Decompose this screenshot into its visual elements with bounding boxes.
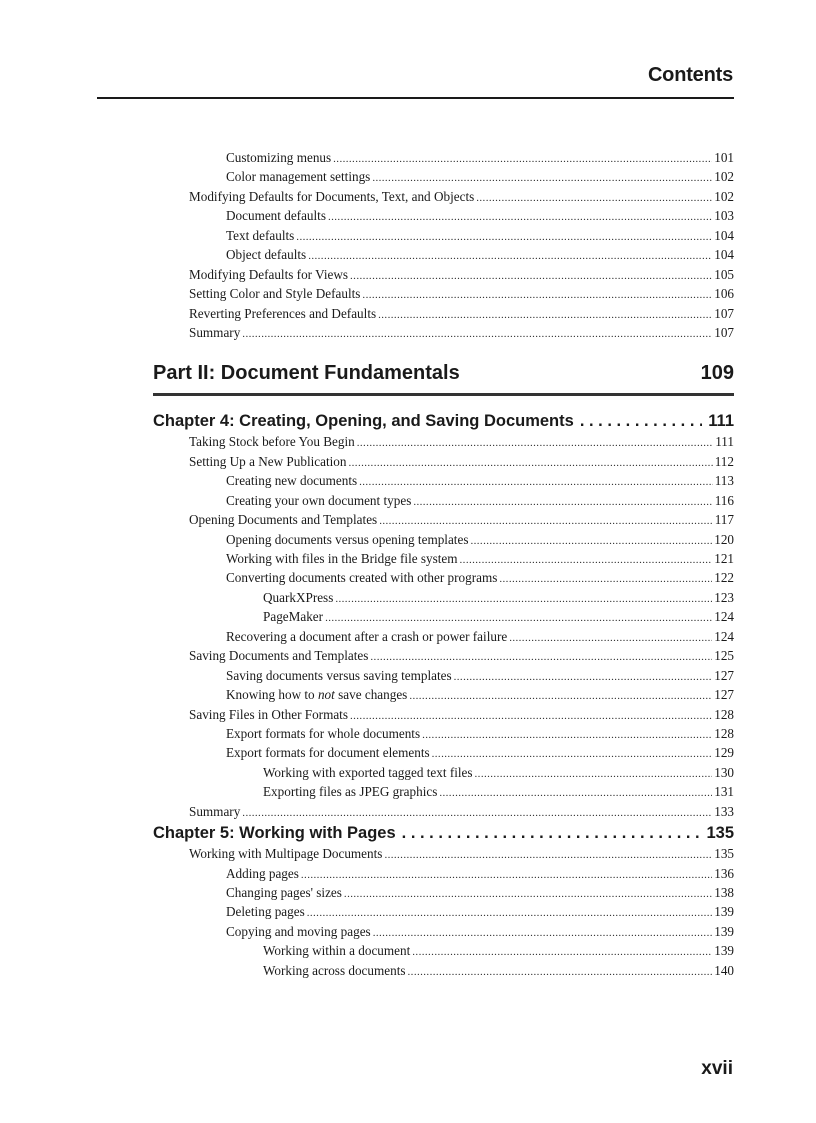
toc-entry[interactable]: Document defaults ..... 103 xyxy=(153,206,734,225)
toc-entry[interactable]: Export formats for whole documents ..... 128 xyxy=(153,724,734,743)
toc-entry[interactable]: Opening Documents and Templates ..... 117 xyxy=(153,510,734,529)
toc-entry[interactable]: Object defaults ..... 104 xyxy=(153,245,734,264)
toc-entry[interactable]: Creating new documents ..... 113 xyxy=(153,471,734,490)
part-title: Part II: Document Fundamentals xyxy=(153,362,460,385)
chapter-5-entries xyxy=(153,844,734,980)
toc-entry[interactable]: Export formats for document elements ..... 129 xyxy=(153,743,734,762)
toc-entry[interactable]: Working across documents ..... 140 xyxy=(153,961,734,980)
chapter-title: Chapter 4: Creating, Opening, and Saving Documents xyxy=(153,412,574,431)
toc-entry[interactable]: Adding pages ..... 136 xyxy=(153,864,734,883)
part-page: 109 xyxy=(700,362,734,385)
toc-entry[interactable]: Working within a document ..... 139 xyxy=(153,941,734,960)
toc-entry[interactable]: Text defaults ..... 104 xyxy=(153,226,734,245)
toc-entry[interactable]: Setting Color and Style Defaults ..... 106 xyxy=(153,284,734,303)
page-header-title: Contents xyxy=(647,64,733,86)
part-rule xyxy=(153,393,734,396)
toc-entry[interactable]: Summary ..... 107 xyxy=(153,323,734,342)
toc-entry[interactable]: Converting documents created with other programs ..... 122 xyxy=(153,568,734,587)
toc-entry[interactable]: Modifying Defaults for Documents, Text, and Objects ..... 102 xyxy=(153,187,734,206)
chapter-heading-4[interactable] xyxy=(153,410,734,432)
toc-entry[interactable]: QuarkXPress ..... 123 xyxy=(153,588,734,607)
chapter-page: 135 xyxy=(706,824,734,843)
toc-entry[interactable]: Taking Stock before You Begin ..... 111 xyxy=(153,432,734,451)
table-of-contents xyxy=(153,148,734,980)
header-rule xyxy=(97,97,734,99)
toc-entry[interactable]: Reverting Preferences and Defaults ..... 107 xyxy=(153,304,734,323)
chapter-heading-5[interactable] xyxy=(153,822,734,844)
toc-entry[interactable]: Creating your own document types ..... 116 xyxy=(153,491,734,510)
toc-entry[interactable]: PageMaker ..... 124 xyxy=(153,607,734,626)
toc-entry[interactable]: Saving documents versus saving templates ..... 127 xyxy=(153,666,734,685)
toc-entry[interactable]: Changing pages' sizes ..... 138 xyxy=(153,883,734,902)
part-heading[interactable] xyxy=(153,362,734,390)
toc-entry[interactable]: Exporting files as JPEG graphics ..... 131 xyxy=(153,782,734,801)
toc-entry[interactable]: Modifying Defaults for Views ..... 105 xyxy=(153,265,734,284)
chapter-page: 111 xyxy=(708,412,734,431)
toc-entry[interactable]: Setting Up a New Publication ..... 112 xyxy=(153,452,734,471)
toc-entry[interactable]: Recovering a document after a crash or power failure ..... 124 xyxy=(153,627,734,646)
toc-entry[interactable]: Saving Documents and Templates ..... 125 xyxy=(153,646,734,665)
toc-entry[interactable]: Summary ..... 133 xyxy=(153,802,734,821)
toc-entry[interactable]: Working with exported tagged text files ..... 130 xyxy=(153,763,734,782)
page-number: xvii xyxy=(701,1058,733,1079)
toc-entry[interactable]: Working with Multipage Documents ..... 135 xyxy=(153,844,734,863)
chapter-4-entries xyxy=(153,432,734,821)
toc-entry[interactable]: Opening documents versus opening templates ..... 120 xyxy=(153,530,734,549)
chapter-title: Chapter 5: Working with Pages xyxy=(153,824,396,843)
toc-continued-section xyxy=(153,148,734,342)
toc-entry[interactable]: Copying and moving pages ..... 139 xyxy=(153,922,734,941)
toc-entry[interactable]: Knowing how to not save changes ..... 127 xyxy=(153,685,734,704)
toc-entry[interactable]: Deleting pages ..... 139 xyxy=(153,902,734,921)
toc-entry[interactable]: Saving Files in Other Formats ..... 128 xyxy=(153,705,734,724)
toc-entry[interactable]: Color management settings ..... 102 xyxy=(153,167,734,186)
toc-entry[interactable]: Working with files in the Bridge file system ..... 121 xyxy=(153,549,734,568)
toc-entry[interactable]: Customizing menus ..... 101 xyxy=(153,148,734,167)
